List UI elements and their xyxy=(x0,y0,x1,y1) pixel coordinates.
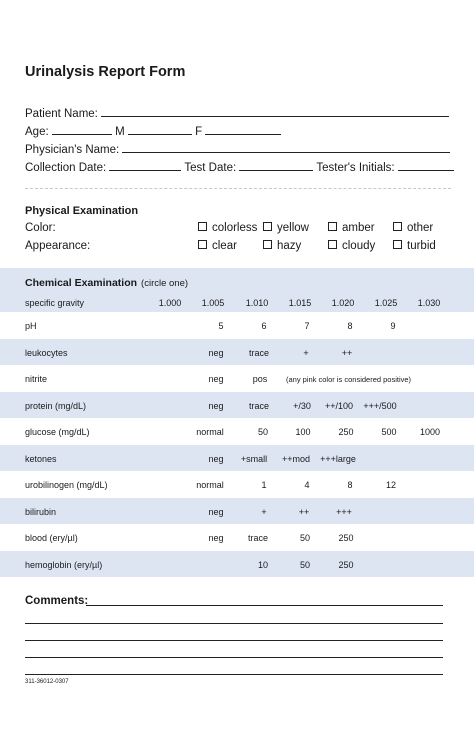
color-label: Color: xyxy=(25,222,56,234)
appearance-option-turbid[interactable]: turbid xyxy=(393,240,436,252)
option-value[interactable]: 250 xyxy=(338,533,354,543)
option-value[interactable]: +/30 xyxy=(293,400,311,411)
comments-line[interactable] xyxy=(25,657,443,658)
comments-line[interactable] xyxy=(25,674,443,675)
option-value[interactable]: 9 xyxy=(390,321,396,331)
patient-name-label: Patient Name: xyxy=(25,108,98,120)
appearance-option-hazy[interactable]: hazy xyxy=(263,240,301,252)
option-value[interactable]: neg xyxy=(208,533,224,543)
option-value[interactable]: + xyxy=(261,506,267,517)
checkbox-icon[interactable] xyxy=(263,240,272,249)
option-value[interactable]: +++large xyxy=(320,453,356,464)
test-date-field[interactable] xyxy=(239,159,313,171)
table-row xyxy=(0,551,474,578)
tester-initials-label: Tester's Initials: xyxy=(316,162,395,174)
option-value[interactable]: 1.015 xyxy=(288,298,312,308)
option-value[interactable]: 6 xyxy=(261,321,267,331)
option-value[interactable]: 50 xyxy=(299,559,311,570)
checkbox-icon[interactable] xyxy=(393,222,402,231)
comments-line[interactable] xyxy=(25,640,443,641)
option-value[interactable]: 500 xyxy=(381,427,397,437)
table-row xyxy=(0,524,474,551)
color-option-other[interactable]: other xyxy=(393,222,433,234)
row-name: leukocytes xyxy=(25,347,68,358)
option-value[interactable]: 5 xyxy=(218,321,224,331)
m-label: M xyxy=(115,126,125,138)
option-value[interactable]: 8 xyxy=(347,480,353,490)
table-row xyxy=(0,268,474,312)
option-value[interactable]: +++/500 xyxy=(363,400,397,411)
checkbox-icon[interactable] xyxy=(263,222,272,231)
appearance-label: Appearance: xyxy=(25,240,91,252)
option-value[interactable]: 7 xyxy=(304,321,310,331)
row-name: glucose (mg/dL) xyxy=(25,427,90,437)
option-value[interactable]: neg xyxy=(208,453,224,464)
option-value[interactable]: neg xyxy=(208,347,224,358)
option-value[interactable]: ++mod xyxy=(281,453,311,464)
patient-name-row xyxy=(25,105,449,120)
option-value[interactable]: neg xyxy=(208,400,224,411)
physical-heading: Physical Examination xyxy=(25,205,139,217)
nitrite-note: (any pink color is considered positive) xyxy=(286,375,412,384)
patient-name-field[interactable] xyxy=(101,105,449,117)
option-value[interactable]: 1.000 xyxy=(158,298,182,308)
option-value[interactable]: neg xyxy=(208,374,224,384)
option-value[interactable]: 4 xyxy=(304,480,310,490)
table-row xyxy=(0,498,474,525)
row-name: specific gravity xyxy=(25,298,85,308)
row-name: urobilinogen (mg/dL) xyxy=(25,480,108,490)
chemical-heading: Chemical Examination (circle one) xyxy=(25,277,189,289)
row-name: pH xyxy=(25,321,37,331)
row-name: ketones xyxy=(25,453,57,464)
color-option-yellow[interactable]: yellow xyxy=(263,222,309,234)
appearance-option-clear[interactable]: clear xyxy=(198,240,237,252)
table-row xyxy=(0,392,474,419)
test-date-label: Test Date: xyxy=(184,162,237,174)
option-value[interactable]: 1.020 xyxy=(331,298,355,308)
chemical-exam-table xyxy=(0,268,474,577)
option-value[interactable]: 1000 xyxy=(419,427,441,437)
checkbox-icon[interactable] xyxy=(328,240,337,249)
comments-line[interactable] xyxy=(86,605,443,606)
option-value[interactable]: pos xyxy=(252,374,268,384)
checkbox-icon[interactable] xyxy=(198,240,207,249)
checkbox-icon[interactable] xyxy=(198,222,207,231)
age-row xyxy=(25,123,281,138)
option-value[interactable]: 50 xyxy=(257,427,269,437)
physician-field[interactable] xyxy=(122,141,450,153)
option-value[interactable]: 250 xyxy=(338,559,354,570)
row-name: blood (ery/µl) xyxy=(25,533,78,543)
chemical-subheading: (circle one) xyxy=(141,278,189,289)
age-field[interactable] xyxy=(52,123,112,135)
option-value[interactable]: +++ xyxy=(336,506,352,517)
f-label: F xyxy=(195,126,203,138)
physician-label: Physician's Name: xyxy=(25,144,120,156)
appearance-option-cloudy[interactable]: cloudy xyxy=(328,240,375,252)
option-value[interactable]: 8 xyxy=(347,321,353,331)
color-option-colorless[interactable]: colorless xyxy=(198,222,257,234)
row-name: bilirubin xyxy=(25,506,57,517)
option-value[interactable]: ++ xyxy=(298,506,310,517)
option-value[interactable]: trace xyxy=(247,533,269,543)
checkbox-icon[interactable] xyxy=(393,240,402,249)
form-code: 311-36012-0307 xyxy=(25,679,69,685)
option-value[interactable]: 12 xyxy=(385,480,397,490)
table-row xyxy=(0,471,474,498)
color-option-amber[interactable]: amber xyxy=(328,222,375,234)
option-value[interactable]: 1.025 xyxy=(374,298,398,308)
collection-date-field[interactable] xyxy=(109,159,181,171)
option-value[interactable]: +small xyxy=(240,453,268,464)
comments-line[interactable] xyxy=(25,623,443,624)
option-value[interactable]: neg xyxy=(208,506,224,517)
option-value[interactable]: + xyxy=(303,347,309,358)
f-field[interactable] xyxy=(205,123,281,135)
option-value[interactable]: ++/100 xyxy=(324,400,354,411)
option-value[interactable]: 50 xyxy=(299,533,311,543)
collection-date-label: Collection Date: xyxy=(25,162,107,174)
option-value[interactable]: normal xyxy=(196,480,224,490)
option-value[interactable]: 250 xyxy=(338,427,354,437)
physician-row xyxy=(25,141,450,156)
form-title: Urinalysis Report Form xyxy=(25,64,186,80)
section-divider xyxy=(25,188,451,189)
option-value[interactable]: 1 xyxy=(261,480,267,490)
option-value[interactable]: normal xyxy=(196,427,224,437)
tester-initials-field[interactable] xyxy=(398,159,454,171)
table-row xyxy=(0,312,474,339)
table-row xyxy=(0,339,474,366)
row-name: nitrite xyxy=(25,374,48,384)
age-label: Age: xyxy=(25,126,49,138)
m-field[interactable] xyxy=(128,123,192,135)
row-name: protein (mg/dL) xyxy=(25,400,87,411)
dates-row xyxy=(25,159,454,174)
option-value[interactable]: 1.005 xyxy=(201,298,225,308)
option-value[interactable]: trace xyxy=(248,400,270,411)
option-value[interactable]: 100 xyxy=(295,427,311,437)
table-row xyxy=(0,418,474,445)
table-row xyxy=(0,365,474,392)
comments-label: Comments: xyxy=(25,595,89,607)
option-value[interactable]: 1.030 xyxy=(417,298,441,308)
checkbox-icon[interactable] xyxy=(328,222,337,231)
row-name: hemoglobin (ery/µl) xyxy=(25,559,103,570)
option-value[interactable]: ++ xyxy=(341,347,353,358)
table-row xyxy=(0,445,474,472)
option-value[interactable]: trace xyxy=(248,347,270,358)
option-value[interactable]: 10 xyxy=(257,559,269,570)
option-value[interactable]: 1.010 xyxy=(245,298,269,308)
